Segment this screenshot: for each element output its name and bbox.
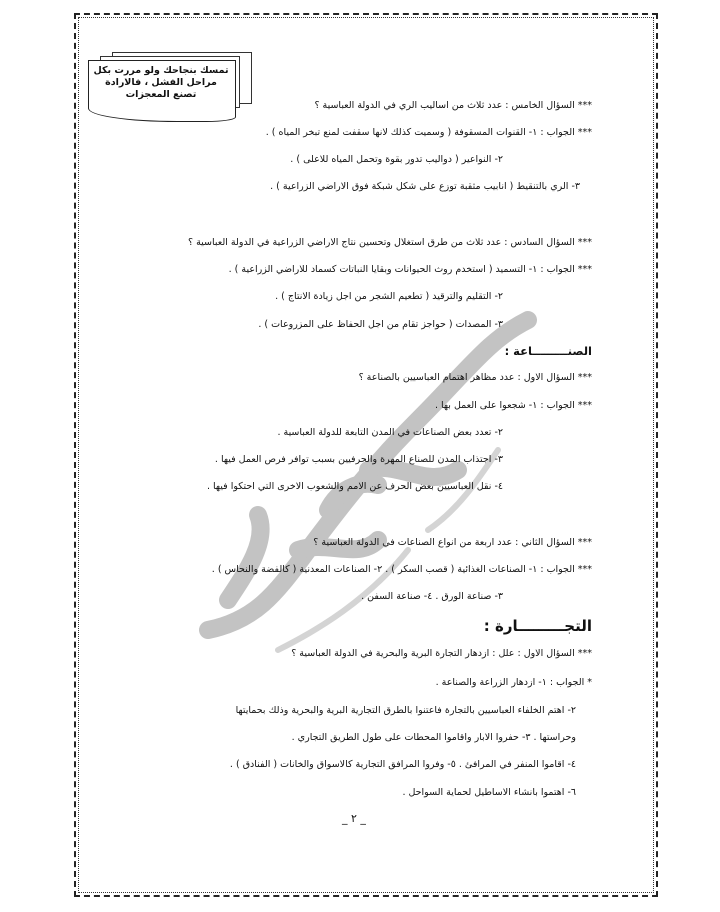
motto-text: تمسك بنجاحك ولو مررت بكل مراحل الفشل ، فالارادة تصنع المعجزات — [93, 65, 229, 100]
motto-box — [88, 60, 248, 120]
industry-q1-answer-3: ٣- اجتذاب المدن للصناع المهرة والحرفيين بسبب توافر فرص العمل فيها . — [214, 454, 503, 465]
industry-q1-answer-1: *** الجواب : ١- شجعوا على العمل بها . — [434, 400, 592, 411]
motto-layer-front — [88, 60, 236, 122]
q6-answer-1: *** الجواب : ١- التسميد ( استخدم روث الحيوانات وبقايا النباتات كسماد للاراضي الزراعية ) . — [228, 264, 592, 275]
trade-q1: *** السؤال الاول : علل : ازدهار التجارة البرية والبحرية في الدولة العباسية ؟ — [291, 648, 592, 659]
trade-answer-4: ٦- اهتموا بانشاء الاساطيل لحماية السواحل . — [402, 787, 576, 798]
trade-heading: التجـــــــــارة : — [483, 617, 592, 635]
trade-answer-0: * الجواب : ١- ازدهار الزراعة والصناعة . — [435, 677, 592, 688]
industry-q1-answer-2: ٢- تعدد بعض الصناعات في المدن التابعة للدولة العباسية . — [277, 427, 503, 438]
q6-answer-2: ٢- التقليم والترقيد ( تطعيم الشجر من اجل زيادة الانتاج ) . — [275, 291, 503, 302]
q5-answer-2: ٢- النواعير ( دواليب تدور بقوة وتحمل المياه للاعلى ) . — [290, 154, 503, 165]
industry-q2-answer-2: ٣- صناعة الورق . ٤- صناعة السفن . — [361, 591, 503, 602]
industry-q2: *** السؤال الثاني : عدد اربعة من انواع الصناعات في الدولة العباسية ؟ — [313, 537, 592, 548]
industry-q2-answer-1: *** الجواب : ١- الصناعات الغذائية ( قصب السكر ) . ٢- الصناعات المعدنية ( كالفضة والنحاس ) . — [211, 564, 592, 575]
trade-answer-2: وحراستها . ٣- حفروا الابار واقاموا المحطات على طول الطريق التجاري . — [291, 732, 576, 743]
q5-question: *** السؤال الخامس : عدد ثلاث من اساليب الري في الدولة العباسية ؟ — [314, 100, 592, 111]
q6-answer-3: ٣- المصدات ( حواجز تقام من اجل الحفاظ على المزروعات ) . — [258, 319, 503, 330]
industry-q1-answer-4: ٤- نقل العباسيين بعض الحرف عن الامم والشعوب الاخرى التي احتكوا فيها . — [206, 481, 503, 492]
industry-q1: *** السؤال الاول : عدد مظاهر اهتمام العباسيين بالصناعة ؟ — [358, 372, 592, 383]
trade-answer-1: ٢- اهتم الخلفاء العباسيين بالتجارة فاعتنوا بالطرق التجارية البرية والبحرية وذلك بحمايتها — [235, 705, 576, 716]
q5-answer-1: *** الجواب : ١- القنوات المسقوفة ( وسميت كذلك لانها سقفت لمنع تبخر المياه ) . — [265, 127, 592, 138]
trade-answer-3: ٤- اقاموا المنفر في المرافئ . ٥- وفروا المرافق التجارية كالاسواق والخانات ( الفنادق ) . — [229, 759, 576, 770]
industry-heading: الصنـــــــــاعة : — [504, 344, 592, 358]
q5-answer-3: ٣- الري بالتنقيط ( انابيب مثقبة توزع على شكل شبكة فوق الاراضي الزراعية ) . — [270, 181, 580, 192]
q6-question: *** السؤال السادس : عدد ثلاث من طرق استغلال وتحسين نتاج الاراضي الزراعية في الدولة العباسية ؟ — [188, 237, 592, 248]
page-number: _ ٢ _ — [342, 812, 366, 825]
